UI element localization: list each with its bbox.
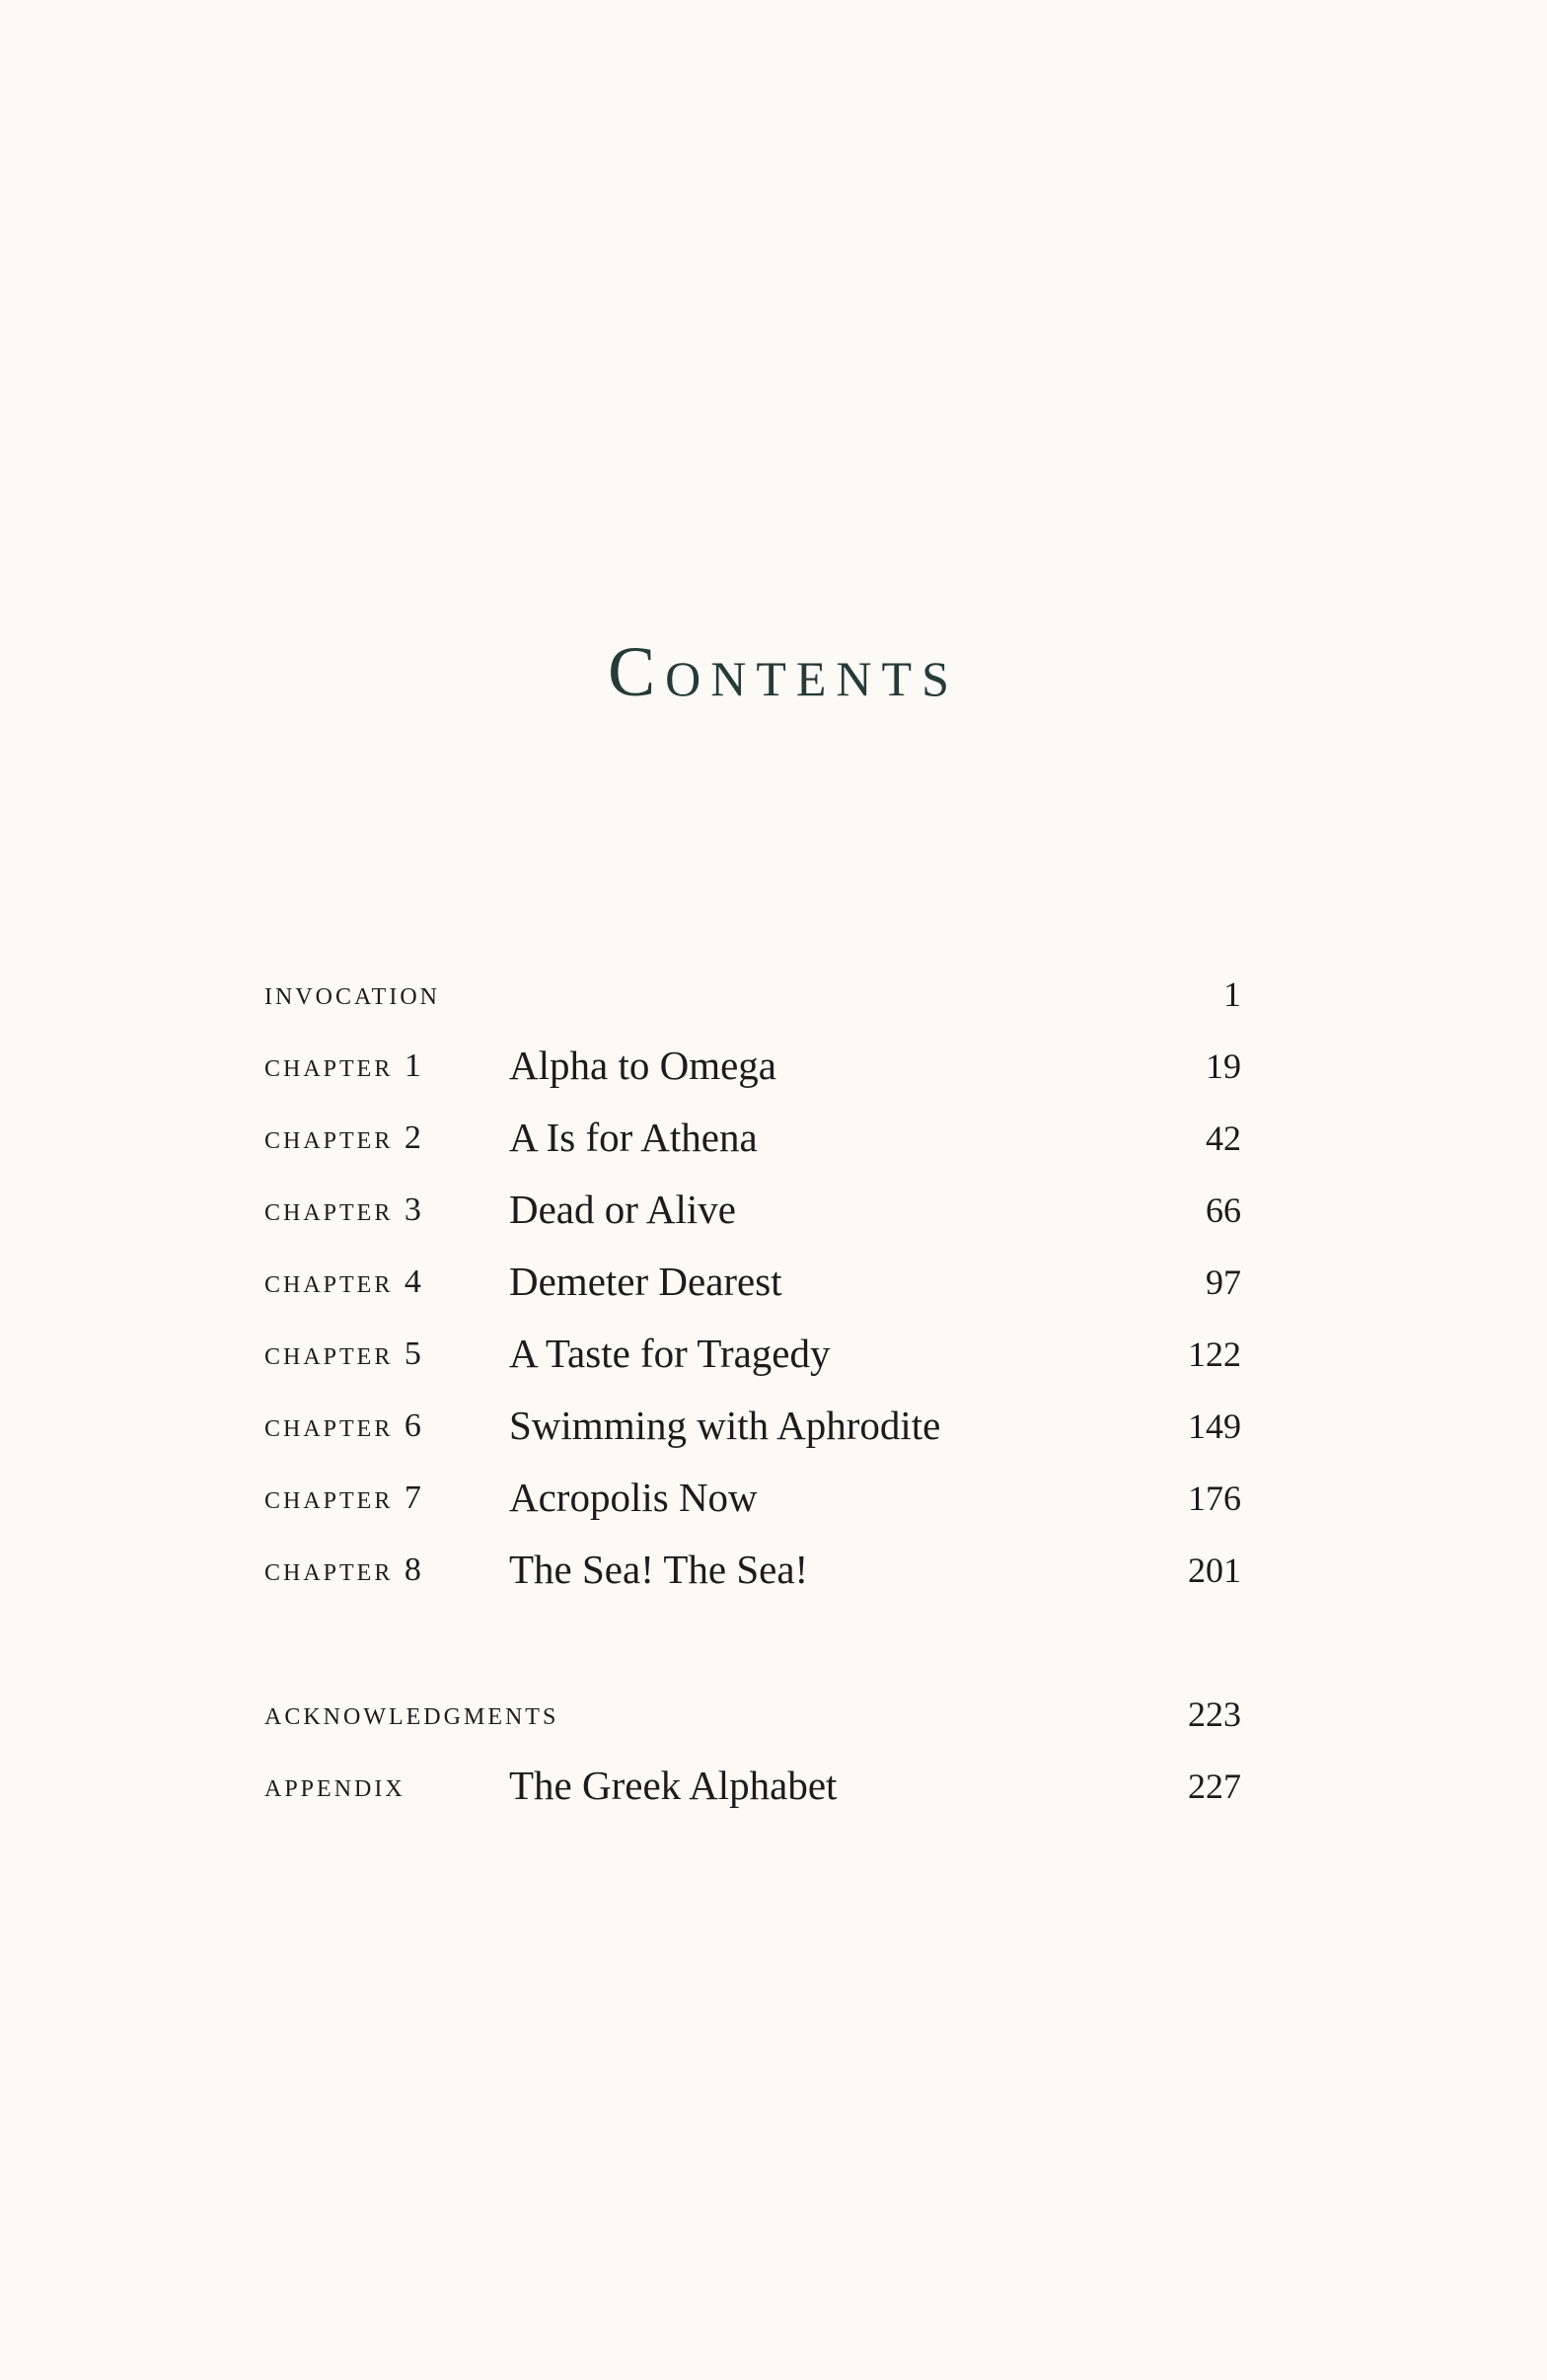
toc-entry-label: acknowledgments: [264, 1695, 559, 1732]
toc-entry-page: 66: [1206, 1190, 1241, 1230]
toc-entry-page: 227: [1188, 1767, 1241, 1806]
toc-entry: [264, 1099, 1241, 1171]
toc-entry-title: Dead or Alive: [509, 1187, 736, 1232]
toc-entry-title: Acropolis Now: [509, 1475, 758, 1520]
toc-list: [264, 955, 1241, 1819]
toc-entry-title: The Sea! The Sea!: [509, 1547, 809, 1592]
toc-entry-label: chapter 3: [264, 1191, 424, 1228]
toc-entry-page: 42: [1206, 1118, 1241, 1158]
toc-entry-label: chapter 8: [264, 1551, 424, 1588]
toc-entry-page: 97: [1206, 1262, 1241, 1302]
toc-entry-label: chapter 7: [264, 1479, 424, 1516]
toc-entry-title: Alpha to Omega: [509, 1043, 776, 1088]
toc-entry-title: Demeter Dearest: [509, 1259, 782, 1304]
toc-entry-acknowledgments: [264, 1675, 1241, 1747]
toc-entry-title: A Is for Athena: [509, 1115, 758, 1160]
page-title: Contents: [608, 632, 959, 711]
toc-entry-label: appendix: [264, 1767, 405, 1804]
toc-entry: [264, 1171, 1241, 1243]
toc-entry-page: 223: [1188, 1695, 1241, 1734]
toc-entry: [264, 1027, 1241, 1099]
toc-entry-page: 149: [1188, 1406, 1241, 1446]
toc-entry-page: 201: [1188, 1551, 1241, 1590]
toc-entry-page: 122: [1188, 1334, 1241, 1374]
toc-entry-title: A Taste for Tragedy: [509, 1331, 831, 1376]
toc-entry-label: invocation: [264, 975, 440, 1012]
toc-entry-title: Swimming with Aphrodite: [509, 1403, 941, 1448]
toc-entry-page: 1: [1223, 974, 1241, 1014]
toc-entry-page: 176: [1188, 1478, 1241, 1518]
toc-entry-label: chapter 4: [264, 1263, 424, 1300]
toc-entry: [264, 1459, 1241, 1531]
toc-entry: [264, 1243, 1241, 1315]
toc-entry: [264, 955, 1241, 1027]
toc-entry: [264, 1315, 1241, 1387]
toc-entry: [264, 1387, 1241, 1459]
toc-entry-appendix: [264, 1747, 1241, 1819]
toc-entry-title: The Greek Alphabet: [509, 1763, 838, 1808]
toc-entry-label: chapter 1: [264, 1047, 424, 1084]
toc-entry-label: chapter 6: [264, 1407, 424, 1444]
toc-entry: [264, 1531, 1241, 1603]
toc-entry-label: chapter 5: [264, 1335, 424, 1372]
toc-entry-page: 19: [1206, 1046, 1241, 1086]
toc-entry-label: chapter 2: [264, 1119, 424, 1156]
